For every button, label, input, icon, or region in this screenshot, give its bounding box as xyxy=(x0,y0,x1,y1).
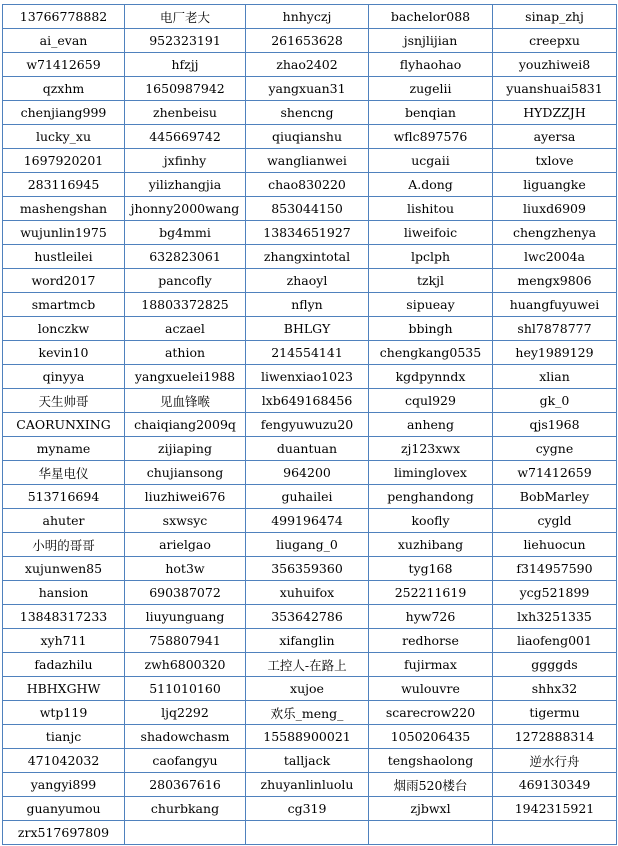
table-cell: ahuter xyxy=(3,509,125,533)
table-cell: duantuan xyxy=(246,437,369,461)
table-row xyxy=(3,725,617,749)
table-cell: 18803372825 xyxy=(125,293,246,317)
table-cell: jsnjlijian xyxy=(369,29,493,53)
table-cell: lwc2004a xyxy=(493,245,617,269)
table-cell: xujunwen85 xyxy=(3,557,125,581)
table-cell: wulouvre xyxy=(369,677,493,701)
table-cell: cygne xyxy=(493,437,617,461)
table-cell: jxfinhy xyxy=(125,149,246,173)
table-cell: liaofeng001 xyxy=(493,629,617,653)
table-row xyxy=(3,389,617,413)
table-cell: w71412659 xyxy=(3,53,125,77)
table-cell: tianjc xyxy=(3,725,125,749)
table-cell: 逆水行舟 xyxy=(493,749,617,773)
table-cell: zj123xwx xyxy=(369,437,493,461)
table-cell: zhaoyl xyxy=(246,269,369,293)
table-cell: 356359360 xyxy=(246,557,369,581)
table-cell: qiuqianshu xyxy=(246,125,369,149)
table-row xyxy=(3,5,617,29)
table-cell: zhangxintotal xyxy=(246,245,369,269)
table-row xyxy=(3,773,617,797)
table-cell: qzxhm xyxy=(3,77,125,101)
table-cell: liugang_0 xyxy=(246,533,369,557)
table-cell: 499196474 xyxy=(246,509,369,533)
table-row xyxy=(3,677,617,701)
table-cell: 天生帅哥 xyxy=(3,389,125,413)
table-cell: liminglovex xyxy=(369,461,493,485)
username-table-body xyxy=(3,5,617,845)
table-cell: benqian xyxy=(369,101,493,125)
table-row xyxy=(3,293,617,317)
table-cell xyxy=(493,821,617,845)
table-cell: qjs1968 xyxy=(493,413,617,437)
table-cell: 632823061 xyxy=(125,245,246,269)
table-cell: shencng xyxy=(246,101,369,125)
table-cell: hey1989129 xyxy=(493,341,617,365)
table-cell: 见血锋喉 xyxy=(125,389,246,413)
table-cell: 469130349 xyxy=(493,773,617,797)
table-cell: aczael xyxy=(125,317,246,341)
table-cell: cygld xyxy=(493,509,617,533)
table-row xyxy=(3,53,617,77)
table-cell: xyh711 xyxy=(3,629,125,653)
table-cell: 小明的哥哥 xyxy=(3,533,125,557)
table-row xyxy=(3,365,617,389)
table-cell: CAORUNXING xyxy=(3,413,125,437)
table-cell: sxwsyc xyxy=(125,509,246,533)
table-cell: kevin10 xyxy=(3,341,125,365)
table-cell: mengx9806 xyxy=(493,269,617,293)
table-cell: chenjiang999 xyxy=(3,101,125,125)
table-cell: yangxuan31 xyxy=(246,77,369,101)
table-row xyxy=(3,821,617,845)
table-cell: sipueay xyxy=(369,293,493,317)
table-cell: 华星电仪 xyxy=(3,461,125,485)
table-row xyxy=(3,317,617,341)
table-cell: sinap_zhj xyxy=(493,5,617,29)
table-cell: 353642786 xyxy=(246,605,369,629)
table-cell: smartmcb xyxy=(3,293,125,317)
table-row xyxy=(3,509,617,533)
table-row xyxy=(3,245,617,269)
table-cell: lonczkw xyxy=(3,317,125,341)
table-cell: gk_0 xyxy=(493,389,617,413)
table-row xyxy=(3,77,617,101)
table-cell: creepxu xyxy=(493,29,617,53)
table-cell: bg4mmi xyxy=(125,221,246,245)
table-cell: 471042032 xyxy=(3,749,125,773)
table-cell: redhorse xyxy=(369,629,493,653)
table-cell: pancofly xyxy=(125,269,246,293)
table-row xyxy=(3,557,617,581)
table-cell: 690387072 xyxy=(125,581,246,605)
table-cell: 工控人-在路上 xyxy=(246,653,369,677)
table-cell: jhonny2000wang xyxy=(125,197,246,221)
table-row xyxy=(3,629,617,653)
table-row xyxy=(3,197,617,221)
table-cell: hyw726 xyxy=(369,605,493,629)
table-cell: 511010160 xyxy=(125,677,246,701)
table-cell: 280367616 xyxy=(125,773,246,797)
table-cell: A.dong xyxy=(369,173,493,197)
table-cell: caofangyu xyxy=(125,749,246,773)
table-row xyxy=(3,701,617,725)
table-cell: xuzhibang xyxy=(369,533,493,557)
table-cell: hnhyczj xyxy=(246,5,369,29)
table-cell: kgdpynndx xyxy=(369,365,493,389)
table-cell: yuanshuai5831 xyxy=(493,77,617,101)
table-cell: 13834651927 xyxy=(246,221,369,245)
table-cell: tengshaolong xyxy=(369,749,493,773)
table-cell: shadowchasm xyxy=(125,725,246,749)
table-cell: BHLGY xyxy=(246,317,369,341)
table-cell: word2017 xyxy=(3,269,125,293)
table-cell: talljack xyxy=(246,749,369,773)
table-cell: tzkjl xyxy=(369,269,493,293)
table-cell: zwh6800320 xyxy=(125,653,246,677)
table-cell: zrx517697809 xyxy=(3,821,125,845)
table-cell: hot3w xyxy=(125,557,246,581)
table-row xyxy=(3,749,617,773)
table-row xyxy=(3,797,617,821)
table-cell: wflc897576 xyxy=(369,125,493,149)
table-cell: BobMarley xyxy=(493,485,617,509)
table-cell: 13848317233 xyxy=(3,605,125,629)
table-cell: cqul929 xyxy=(369,389,493,413)
table-cell: ai_evan xyxy=(3,29,125,53)
table-cell: 964200 xyxy=(246,461,369,485)
table-cell: liuzhiwei676 xyxy=(125,485,246,509)
table-row xyxy=(3,485,617,509)
table-cell: youzhiwei8 xyxy=(493,53,617,77)
table-cell: bachelor088 xyxy=(369,5,493,29)
table-cell: hfzjj xyxy=(125,53,246,77)
table-cell: zhenbeisu xyxy=(125,101,246,125)
table-cell: athion xyxy=(125,341,246,365)
table-cell: zugelii xyxy=(369,77,493,101)
table-cell: 252211619 xyxy=(369,581,493,605)
table-cell: HYDZZJH xyxy=(493,101,617,125)
table-cell: flyhaohao xyxy=(369,53,493,77)
table-cell: lishitou xyxy=(369,197,493,221)
table-cell: nflyn xyxy=(246,293,369,317)
table-cell: wanglianwei xyxy=(246,149,369,173)
table-cell: 758807941 xyxy=(125,629,246,653)
table-cell: liehuocun xyxy=(493,533,617,557)
table-cell: yangxuelei1988 xyxy=(125,365,246,389)
table-cell: zijiaping xyxy=(125,437,246,461)
table-cell: 13766778882 xyxy=(3,5,125,29)
table-cell xyxy=(369,821,493,845)
table-cell: chengkang0535 xyxy=(369,341,493,365)
table-cell: liuyunguang xyxy=(125,605,246,629)
table-cell: lxb649168456 xyxy=(246,389,369,413)
table-cell: 952323191 xyxy=(125,29,246,53)
table-cell: hansion xyxy=(3,581,125,605)
table-cell: w71412659 xyxy=(493,461,617,485)
table-cell: zhuyanlinluolu xyxy=(246,773,369,797)
table-cell: yangyi899 xyxy=(3,773,125,797)
table-cell: 欢乐_meng_ xyxy=(246,701,369,725)
table-cell: fujirmax xyxy=(369,653,493,677)
table-cell: guanyumou xyxy=(3,797,125,821)
table-cell: chao830220 xyxy=(246,173,369,197)
table-cell: f314957590 xyxy=(493,557,617,581)
table-cell: xuhuifox xyxy=(246,581,369,605)
table-cell: liguangke xyxy=(493,173,617,197)
table-cell: scarecrow220 xyxy=(369,701,493,725)
table-cell: xujoe xyxy=(246,677,369,701)
table-cell: liwenxiao1023 xyxy=(246,365,369,389)
table-cell: zjbwxl xyxy=(369,797,493,821)
table-row xyxy=(3,413,617,437)
table-cell: ucgaii xyxy=(369,149,493,173)
table-cell: shhx32 xyxy=(493,677,617,701)
table-row xyxy=(3,221,617,245)
table-row xyxy=(3,29,617,53)
table-cell: ycg521899 xyxy=(493,581,617,605)
table-cell: huangfuyuwei xyxy=(493,293,617,317)
table-cell: 853044150 xyxy=(246,197,369,221)
table-cell: tyg168 xyxy=(369,557,493,581)
table-cell xyxy=(125,821,246,845)
table-cell: churbkang xyxy=(125,797,246,821)
table-cell: wtp119 xyxy=(3,701,125,725)
table-row xyxy=(3,437,617,461)
table-cell: 214554141 xyxy=(246,341,369,365)
table-cell: hustleilei xyxy=(3,245,125,269)
table-cell: 1697920201 xyxy=(3,149,125,173)
table-row xyxy=(3,149,617,173)
table-cell: lpclph xyxy=(369,245,493,269)
table-cell: 445669742 xyxy=(125,125,246,149)
table-cell: cg319 xyxy=(246,797,369,821)
table-cell: 1050206435 xyxy=(369,725,493,749)
table-row xyxy=(3,533,617,557)
table-cell: 1650987942 xyxy=(125,77,246,101)
table-cell: anheng xyxy=(369,413,493,437)
username-table xyxy=(2,4,617,845)
table-row xyxy=(3,605,617,629)
table-cell: 261653628 xyxy=(246,29,369,53)
table-cell xyxy=(246,821,369,845)
table-cell: 513716694 xyxy=(3,485,125,509)
table-cell: yilizhangjia xyxy=(125,173,246,197)
table-cell: 1272888314 xyxy=(493,725,617,749)
table-cell: ayersa xyxy=(493,125,617,149)
table-row xyxy=(3,581,617,605)
table-cell: liweifoic xyxy=(369,221,493,245)
table-cell: chaiqiang2009q xyxy=(125,413,246,437)
table-cell: mashengshan xyxy=(3,197,125,221)
table-row xyxy=(3,101,617,125)
table-cell: 283116945 xyxy=(3,173,125,197)
table-cell: lxh3251335 xyxy=(493,605,617,629)
table-row xyxy=(3,341,617,365)
table-cell: txlove xyxy=(493,149,617,173)
table-cell: fengyuwuzu20 xyxy=(246,413,369,437)
table-cell: HBHXGHW xyxy=(3,677,125,701)
table-cell: myname xyxy=(3,437,125,461)
table-cell: wujunlin1975 xyxy=(3,221,125,245)
table-cell: 电厂老大 xyxy=(125,5,246,29)
table-cell: shl7878777 xyxy=(493,317,617,341)
table-cell: qinyya xyxy=(3,365,125,389)
table-row xyxy=(3,269,617,293)
table-cell: 15588900021 xyxy=(246,725,369,749)
table-cell: koofly xyxy=(369,509,493,533)
table-row xyxy=(3,125,617,149)
table-cell: chengzhenya xyxy=(493,221,617,245)
table-cell: 烟雨520楼台 xyxy=(369,773,493,797)
table-cell: zhao2402 xyxy=(246,53,369,77)
table-cell: liuxd6909 xyxy=(493,197,617,221)
table-cell: lucky_xu xyxy=(3,125,125,149)
table-cell: xifanglin xyxy=(246,629,369,653)
table-cell: chujiansong xyxy=(125,461,246,485)
table-cell: xlian xyxy=(493,365,617,389)
table-cell: arielgao xyxy=(125,533,246,557)
table-cell: tigermu xyxy=(493,701,617,725)
table-row xyxy=(3,461,617,485)
table-cell: bbingh xyxy=(369,317,493,341)
table-cell: ljq2292 xyxy=(125,701,246,725)
table-cell: fadazhilu xyxy=(3,653,125,677)
table-cell: guhailei xyxy=(246,485,369,509)
table-row xyxy=(3,653,617,677)
table-cell: penghandong xyxy=(369,485,493,509)
table-cell: 1942315921 xyxy=(493,797,617,821)
table-row xyxy=(3,173,617,197)
table-cell: ggggds xyxy=(493,653,617,677)
